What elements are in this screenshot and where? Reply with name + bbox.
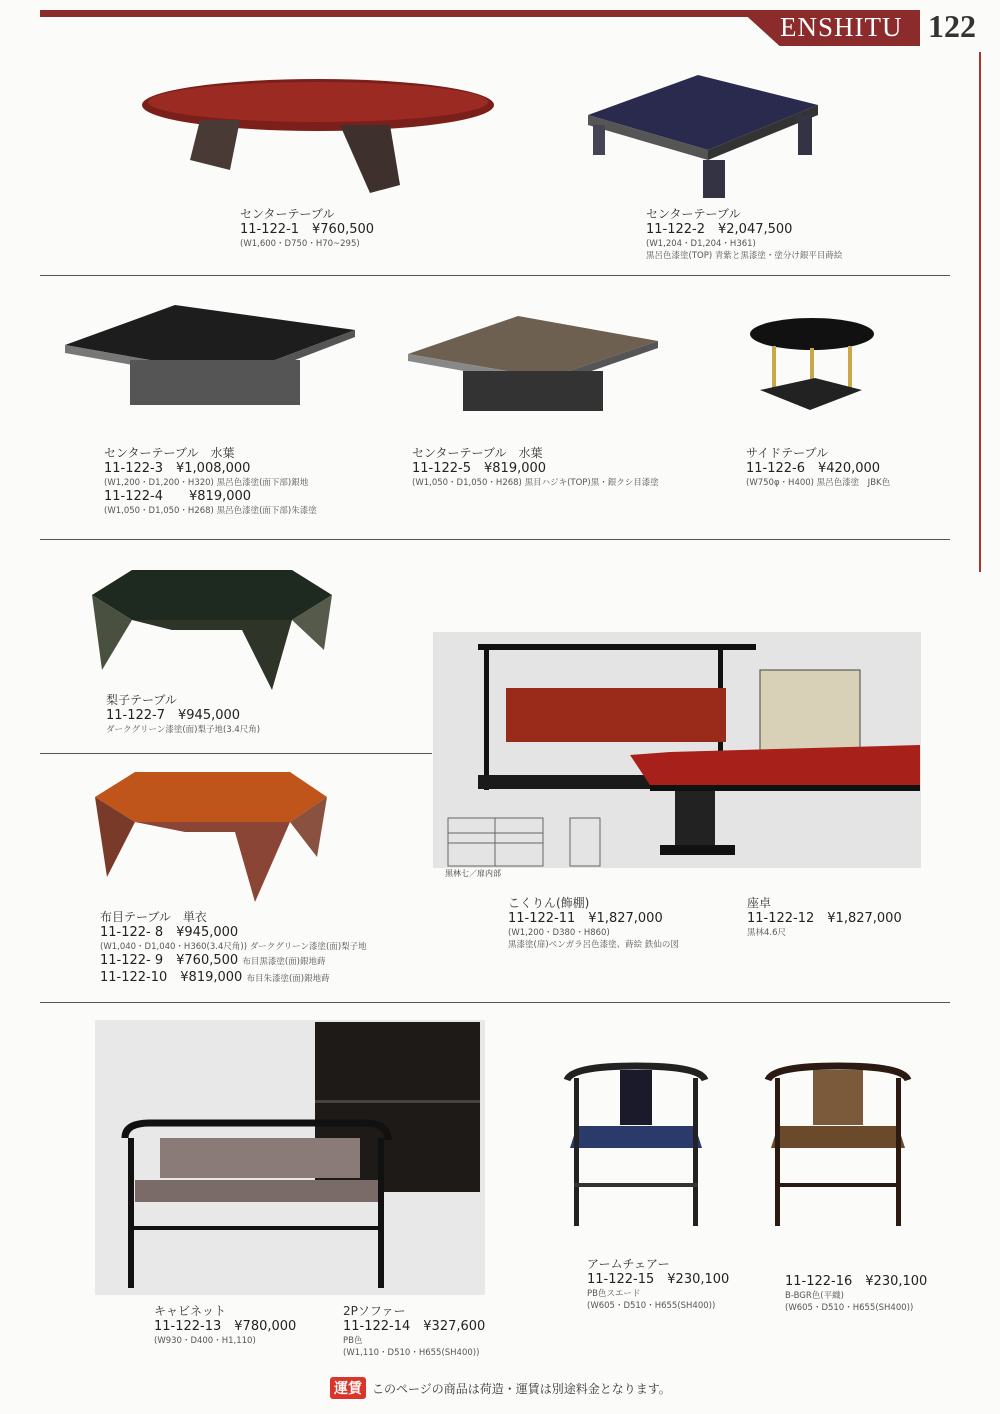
display-shelf-drawing — [445, 815, 605, 870]
product-item-11-122-7 — [106, 692, 260, 736]
product-code-price: 11-122-13 ¥780,000 — [154, 1319, 297, 1334]
product-spec: (W930・D400・H1,110) — [154, 1336, 256, 1346]
shipping-notice-text: このページの商品は荷造・運賃は別途料金となります。 — [372, 1381, 671, 1396]
product-spec: 黒林4.6尺 — [747, 928, 787, 938]
product-item-11-122-13 — [154, 1303, 296, 1347]
product-code-price: 11-122-15 ¥230,100 — [587, 1272, 730, 1287]
divider — [40, 539, 950, 540]
product-image-wood-table — [408, 316, 660, 416]
page-number: 122 — [928, 8, 976, 44]
product-name: センターテーブル — [646, 207, 741, 221]
shipping-notice — [330, 1377, 671, 1399]
product-item-11-122-11 — [508, 895, 679, 951]
product-image-side-table — [750, 318, 880, 413]
divider — [40, 753, 432, 754]
product-spec: ダークグリーン漆塗(面)梨子地(3.4尺角) — [106, 725, 261, 735]
product-name: アームチェアー — [587, 1257, 670, 1271]
product-finish: 黒呂色漆塗(TOP) 青紫と黒漆塗・塗分け銀平目蒔絵 — [646, 251, 843, 261]
product-code-price: 11-122-16 ¥230,100 — [785, 1274, 928, 1289]
product-spec: (W1,040・D1,040・H360(3.4尺角)) ダークグリーン漆塗(面)梨子地 — [100, 942, 367, 952]
product-image-red-low-table — [630, 660, 920, 865]
product-code-price: 11-122-3 ¥1,008,000 — [104, 461, 251, 476]
product-spec: (W1,204・D1,204・H361) — [646, 239, 756, 249]
product-spec: (W1,050・D1,050・H268) 黒呂色漆塗(面下部)朱漆塗 — [104, 506, 317, 516]
product-spec: (W1,600・D750・H70~295) — [240, 239, 360, 249]
product-name: センターテーブル 水葉 — [412, 446, 543, 460]
product-image-oval-table — [140, 75, 500, 200]
product-spec: (W1,050・D1,050・H268) 黒目ハジキ(TOP)黒・銀クシ目漆塗 — [412, 478, 659, 488]
product-item-11-122-1 — [240, 206, 374, 250]
product-code-price: 11-122- 8 ¥945,000 — [100, 925, 239, 940]
product-code-price: 11-122-7 ¥945,000 — [106, 708, 241, 723]
product-finish: 布目朱漆塗(面)銀地蒔 — [246, 974, 330, 984]
product-color: B-BGR色(平織) — [785, 1291, 844, 1301]
product-name: サイドテーブル — [746, 446, 829, 460]
product-item-11-122-14 — [343, 1303, 485, 1359]
product-finish: 黒漆塗(扉)ベンガラ呂色漆塗、蒔絵 鉄仙の図 — [508, 940, 679, 950]
product-item-11-122-16 — [785, 1274, 927, 1314]
product-code-price: 11-122-5 ¥819,000 — [412, 461, 547, 476]
product-code-price: 11-122-14 ¥327,600 — [343, 1319, 486, 1334]
divider — [40, 275, 950, 276]
product-image-square-blue-table — [588, 75, 823, 200]
product-code-price: 11-122-12 ¥1,827,000 — [747, 911, 902, 926]
product-image-armchair-blue — [562, 1058, 710, 1228]
product-code-price: 11-122-10 ¥819,000 — [100, 970, 243, 985]
product-code-price: 11-122- 9 ¥760,500 — [100, 953, 239, 968]
product-item-11-122-5 — [412, 445, 659, 489]
product-name: 梨子テーブル — [106, 693, 177, 707]
product-spec: (W1,200・D1,200・H320) 黒呂色漆塗(面下部)銀地 — [104, 478, 309, 488]
product-spec: (W1,110・D510・H655(SH400)) — [343, 1348, 480, 1358]
product-name: センターテーブル 水葉 — [104, 446, 235, 460]
divider — [40, 1002, 950, 1003]
product-color: PB色 — [343, 1336, 363, 1346]
product-name: こくりん(飾棚) — [508, 896, 590, 910]
product-image-sofa — [120, 1118, 395, 1293]
product-finish: 布目黒漆塗(面)銀地蒔 — [242, 957, 326, 967]
product-spec: (W1,200・D380・H860) — [508, 928, 610, 938]
product-spec: (W605・D510・H655(SH400)) — [587, 1301, 716, 1311]
product-code-price: 11-122-11 ¥1,827,000 — [508, 911, 663, 926]
product-spec: (W750φ・H400) 黒呂色漆塗 JBK色 — [746, 478, 891, 488]
product-name: 座卓 — [747, 896, 772, 910]
brand-title: ENSHITU — [780, 12, 903, 42]
product-code-price: 11-122-6 ¥420,000 — [746, 461, 881, 476]
shipping-badge: 運賃 — [330, 1377, 366, 1399]
product-item-11-122-6 — [746, 445, 890, 489]
product-name: センターテーブル — [240, 207, 335, 221]
drawing-caption: 黒林七／扉内部 — [445, 869, 501, 878]
header-bar — [40, 10, 760, 17]
product-name: 布目テーブル 単衣 — [100, 910, 207, 924]
product-image-black-table — [65, 305, 360, 415]
product-image-armchair-brown — [763, 1058, 913, 1228]
product-color: PB色スエード — [587, 1289, 641, 1299]
product-item-11-122-3-4 — [104, 445, 317, 517]
product-item-11-122-8-10 — [100, 909, 367, 987]
page-edge-line — [979, 52, 981, 572]
product-image-octagon-red-table — [95, 772, 330, 902]
product-item-11-122-12 — [747, 895, 902, 939]
product-code-price: 11-122-4 ¥819,000 — [104, 489, 252, 504]
product-code-price: 11-122-1 ¥760,500 — [240, 222, 375, 237]
product-image-octagon-green-table — [92, 570, 337, 695]
product-name: キャビネット — [154, 1304, 227, 1318]
product-item-11-122-15 — [587, 1256, 729, 1312]
product-item-11-122-2 — [646, 206, 842, 262]
product-code-price: 11-122-2 ¥2,047,500 — [646, 222, 793, 237]
product-name: 2Pソファー — [343, 1304, 406, 1318]
product-spec: (W605・D510・H655(SH400)) — [785, 1303, 914, 1313]
